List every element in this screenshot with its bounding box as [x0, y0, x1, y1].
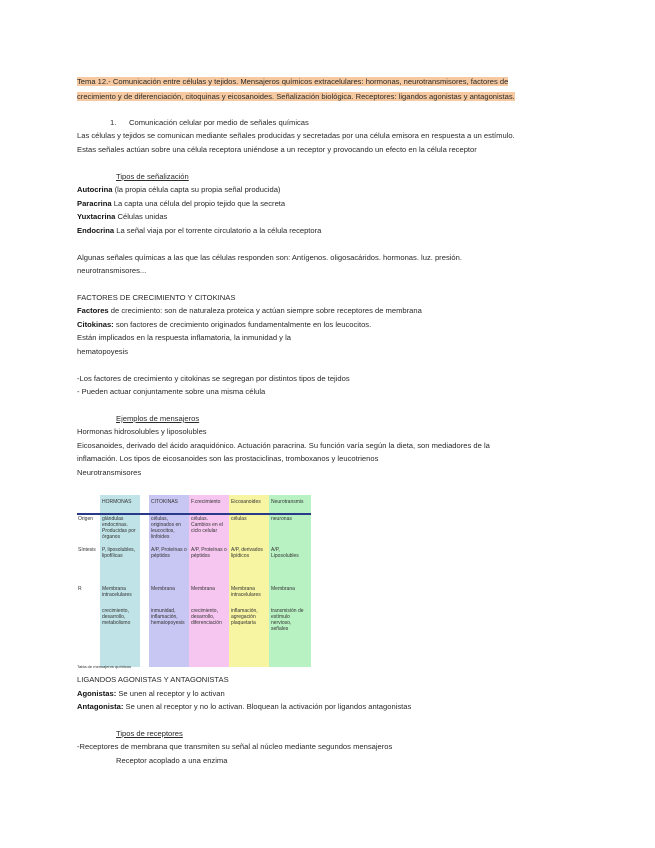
agonistas-line: [77, 689, 225, 699]
paragraph-line: Receptor acoplado a una enzima: [116, 756, 228, 765]
table-column: [269, 495, 311, 667]
column-header: Eicosanoides: [229, 495, 269, 514]
factores-line: [77, 306, 422, 316]
title-highlight-2: crecimiento y de diferenciación, citoquinas y eicosanoides. Señalización biológica. Receptores: ligandos agonistas y antagonistas.: [77, 92, 515, 101]
paragraph-line: -Receptores de membrana que transmiten su señal al núcleo mediante segundos mensajeros: [77, 742, 393, 751]
table-cell: Membrana intracelulares: [102, 586, 132, 598]
subheading-tipos: Tipos de señalización: [116, 172, 189, 181]
messengers-table: [77, 495, 311, 667]
table-cell: glándulas endocrinas. Producidas por órganos: [102, 516, 136, 540]
table-cell: crecimiento, desarrollo, metabolismo: [102, 608, 131, 626]
tipo-item: [77, 212, 167, 222]
table-cell: inflamación, agregación plaquetaria: [231, 608, 258, 626]
paragraph-line: Neurotransmisores: [77, 468, 142, 477]
table-cell: Membrana intracelulares: [231, 586, 261, 598]
tipo-item: [77, 226, 321, 236]
bullet-line: - Pueden actuar conjuntamente sobre una misma célula: [77, 387, 266, 396]
table-column: [229, 495, 269, 667]
table-cell: Membrana: [271, 586, 295, 592]
row-label: Origen: [78, 516, 94, 522]
table-cell: P, liposolubles, lipofílicas: [102, 547, 135, 559]
bullet-line: -Los factores de crecimiento y citokinas se segregan por distintos tipos de tejidos: [77, 374, 350, 383]
paragraph-line: Estas señales actúan sobre una célula receptora uniéndose a un receptor y provocando un efecto en la célula receptor: [77, 145, 477, 154]
term: Endocrina: [77, 226, 115, 235]
column-header: Neurotransmis: [269, 495, 311, 514]
table-cell: crecimiento, desarrollo, diferenciación: [191, 608, 222, 626]
paragraph-line: Eicosanoides, derivado del ácido araquidónico. Actuación paracrina. Su función varía según la dieta, son mediadores de la: [77, 441, 490, 450]
desc: Células unidas: [115, 212, 168, 221]
table-cell: A/P, derivados lipídicos: [231, 547, 263, 559]
term: Autocrina: [77, 185, 113, 194]
desc: La señal viaja por el torrente circulatorio a la célula receptora: [114, 226, 322, 235]
term: Factores: [77, 306, 109, 315]
desc: Se unen al receptor y no lo activan. Bloquean la activación por ligandos antagonistas: [123, 702, 412, 711]
heading-factores: FACTORES DE CRECIMIENTO Y CITOKINAS: [77, 293, 236, 302]
term: Agonistas:: [77, 689, 117, 698]
term: Antagonista:: [77, 702, 124, 711]
table-cell: inmunidad, inflamación, hematopoyesis: [151, 608, 185, 626]
desc: de crecimiento: son de naturaleza proteica y actúan siempre sobre receptores de membrana: [108, 306, 422, 315]
table-cell: Membrana: [191, 586, 215, 592]
subheading-receptores: Tipos de receptores: [116, 729, 183, 738]
heading-ligandos: LIGANDOS AGONISTAS Y ANTAGONISTAS: [77, 675, 229, 684]
table-cell: células. Cambios en el ciclo celular: [191, 516, 223, 534]
column-header: HORMONAS: [100, 495, 140, 514]
paragraph-line: Algunas señales químicas a las que las células responden son: Antígenos. oligosacáridos. hormonas. luz. presión.: [77, 253, 462, 262]
column-header: CITOKINAS: [149, 495, 189, 514]
term: Yuxtacrina: [77, 212, 116, 221]
desc: La capta una célula del propio tejido que la secreta: [111, 199, 286, 208]
tipo-item: [77, 199, 285, 209]
table-cell: A/P, Proteínas o péptidos: [191, 547, 227, 559]
paragraph-line: hematopoyesis: [77, 347, 129, 356]
column-header: F.crecimiento: [189, 495, 229, 514]
paragraph-line: neurotransmisores...: [77, 266, 147, 275]
desc: (la propia célula capta su propia señal producida): [112, 185, 281, 194]
paragraph-line: Hormonas hidrosolubles y liposolubles: [77, 427, 207, 436]
title-highlight-1: Tema 12.- Comunicación entre células y tejidos. Mensajeros químicos extracelulares: hormonas, neurotransmisores, factores de: [77, 77, 509, 86]
table-cell: Membrana: [151, 586, 175, 592]
table-cell: A/P, Liposolubles: [271, 547, 299, 559]
table-cell: A/P, Proteínas o péptidos: [151, 547, 187, 559]
paragraph-line: Las células y tejidos se comunican mediante señales producidas y secretadas por una célula emisora en respuesta a un estímulo.: [77, 131, 515, 140]
tipo-item: [77, 185, 280, 195]
section-number: 1.: [110, 118, 117, 127]
term: Paracrina: [77, 199, 112, 208]
desc: son factores de crecimiento originados fundamentalmente en los leucocitos.: [113, 320, 372, 329]
table-cell: transmisión de estímulo nervioso, señales: [271, 608, 304, 632]
header-rule: [77, 513, 311, 515]
table-caption: Tabla de mensajeros químicos: [77, 664, 132, 669]
antagonista-line: [77, 702, 411, 712]
subheading-ejemplos: Ejemplos de mensajeros: [116, 414, 200, 423]
term: Citokinas:: [77, 320, 114, 329]
table-cell: neuronas: [271, 516, 292, 522]
row-label: R: [78, 586, 82, 592]
table-cell: células: [231, 516, 247, 522]
title-line-2: [77, 92, 515, 102]
citokinas-line: [77, 320, 371, 330]
title-line-1: [77, 77, 508, 87]
paragraph-line: inflamación. Los tipos de eicosanoides son las prostaciclinas, tromboxanos y leucotrienos: [77, 454, 379, 463]
row-label: Síntesis: [78, 547, 96, 553]
section-1-heading: [110, 118, 309, 128]
paragraph-line: Están implicados en la respuesta inflamatoria, la inmunidad y la: [77, 333, 292, 342]
table-column: [189, 495, 229, 667]
table-cell: células, originados en leucocitos, linfoides: [151, 516, 182, 540]
section-title: Comunicación celular por medio de señales químicas: [129, 118, 309, 127]
desc: Se unen al receptor y lo activan: [116, 689, 225, 698]
table-column: [149, 495, 189, 667]
table-column: [100, 495, 140, 667]
